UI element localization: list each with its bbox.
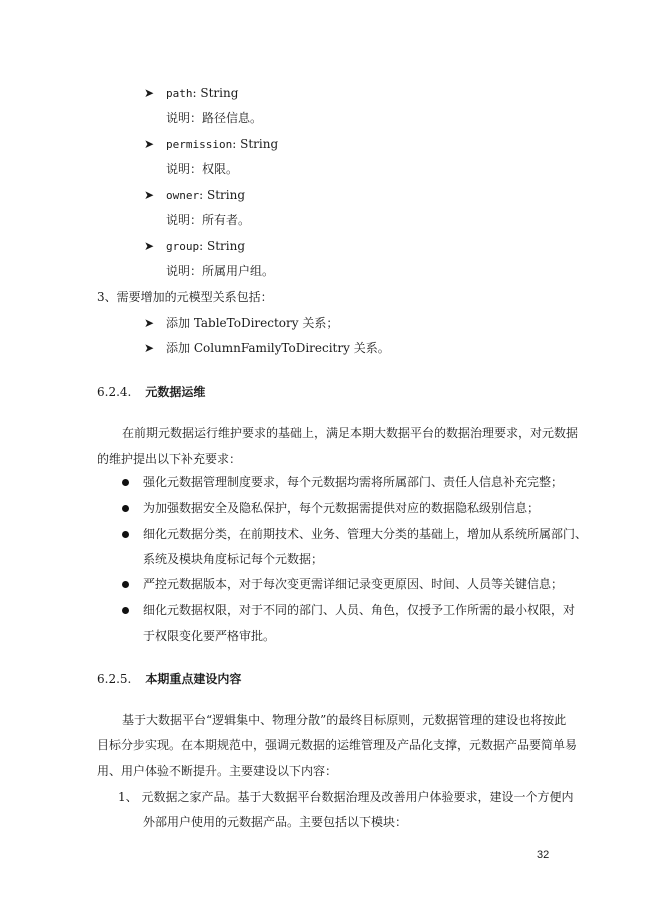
bullet-item: 强化元数据管理制度要求，每个元数据均需将所属部门、责任人信息补充完整； <box>143 475 564 489</box>
field-path <box>166 85 238 102</box>
paragraph-line: 在前期元数据运行维护要求的基础上，满足本期大数据平台的数据治理要求，对元数据 <box>122 426 579 440</box>
bullet-item: 细化元数据分类，在前期技术、业务、管理大分类的基础上，增加从系统所属部门、 <box>143 527 588 541</box>
field-description: 说明：所有者。 <box>166 213 251 227</box>
field-type: : String <box>199 239 246 253</box>
field-name: path <box>166 87 193 100</box>
bullet-item: 严控元数据版本，对于每次变更需详细记录变更原因、时间、人员等关键信息； <box>143 577 564 591</box>
arrow-bullet-icon: ➤ <box>144 188 155 202</box>
section-number: 6.2.4. <box>97 385 132 399</box>
field-name: group <box>166 240 200 253</box>
section-title: 本期重点建设内容 <box>145 672 242 686</box>
relations-intro: 3、需要增加的元模型关系包括： <box>97 290 273 304</box>
section-number: 6.2.5. <box>97 672 132 686</box>
field-owner <box>166 187 245 204</box>
bullet-item: 为加强数据安全及隐私保护，每个元数据需提供对应的数据隐私级别信息； <box>143 501 540 515</box>
bullet-dot-icon <box>122 531 129 538</box>
paragraph-line: 的维护提出以下补充要求： <box>97 452 242 466</box>
field-permission <box>166 136 278 153</box>
section-heading <box>97 671 241 687</box>
section-title: 元数据运维 <box>145 385 206 399</box>
arrow-bullet-icon: ➤ <box>144 239 155 253</box>
field-group <box>166 238 245 255</box>
field-name: owner <box>166 189 200 202</box>
numbered-item: 1、 元数据之家产品。基于大数据平台数据治理及改善用户体验要求，建设一个方便内 <box>118 790 574 804</box>
section-heading <box>97 384 205 400</box>
bullet-dot-icon <box>122 505 129 512</box>
field-description: 说明：权限。 <box>166 162 239 176</box>
paragraph-line: 基于大数据平台“逻辑集中、物理分散”的最终目标原则，元数据管理的建设也将按此 <box>122 713 567 727</box>
arrow-bullet-icon: ➤ <box>144 316 155 330</box>
field-type: : String <box>192 86 239 100</box>
relation-item: 添加 ColumnFamilyToDirecitry 关系。 <box>166 341 390 355</box>
field-type: : String <box>232 137 279 151</box>
paragraph-line: 目标分步实现。在本期规范中，强调元数据的运维管理及产品化支撑，元数据产品要简单易 <box>97 738 578 752</box>
field-type: : String <box>199 188 246 202</box>
bullet-dot-icon <box>122 607 129 614</box>
field-description: 说明：所属用户组。 <box>166 264 275 278</box>
bullet-dot-icon <box>122 581 129 588</box>
paragraph-line: 用、用户体验不断提升。主要建设以下内容： <box>97 764 338 778</box>
field-name: permission <box>166 138 233 151</box>
page-number: 32 <box>537 849 550 861</box>
bullet-item-continuation: 系统及模块角度标记每个元数据； <box>143 552 324 566</box>
bullet-dot-icon <box>122 479 129 486</box>
field-description: 说明：路径信息。 <box>166 111 263 125</box>
arrow-bullet-icon: ➤ <box>144 137 155 151</box>
arrow-bullet-icon: ➤ <box>144 86 155 100</box>
bullet-item: 细化元数据权限，对于不同的部门、人员、角色，仅授予工作所需的最小权限，对 <box>143 603 576 617</box>
bullet-item-continuation: 于权限变化要严格审批。 <box>143 629 276 643</box>
numbered-item-continuation: 外部用户使用的元数据产品。主要包括以下模块： <box>143 815 408 829</box>
arrow-bullet-icon: ➤ <box>144 341 155 355</box>
relation-item: 添加 TableToDirectory 关系； <box>166 316 339 330</box>
